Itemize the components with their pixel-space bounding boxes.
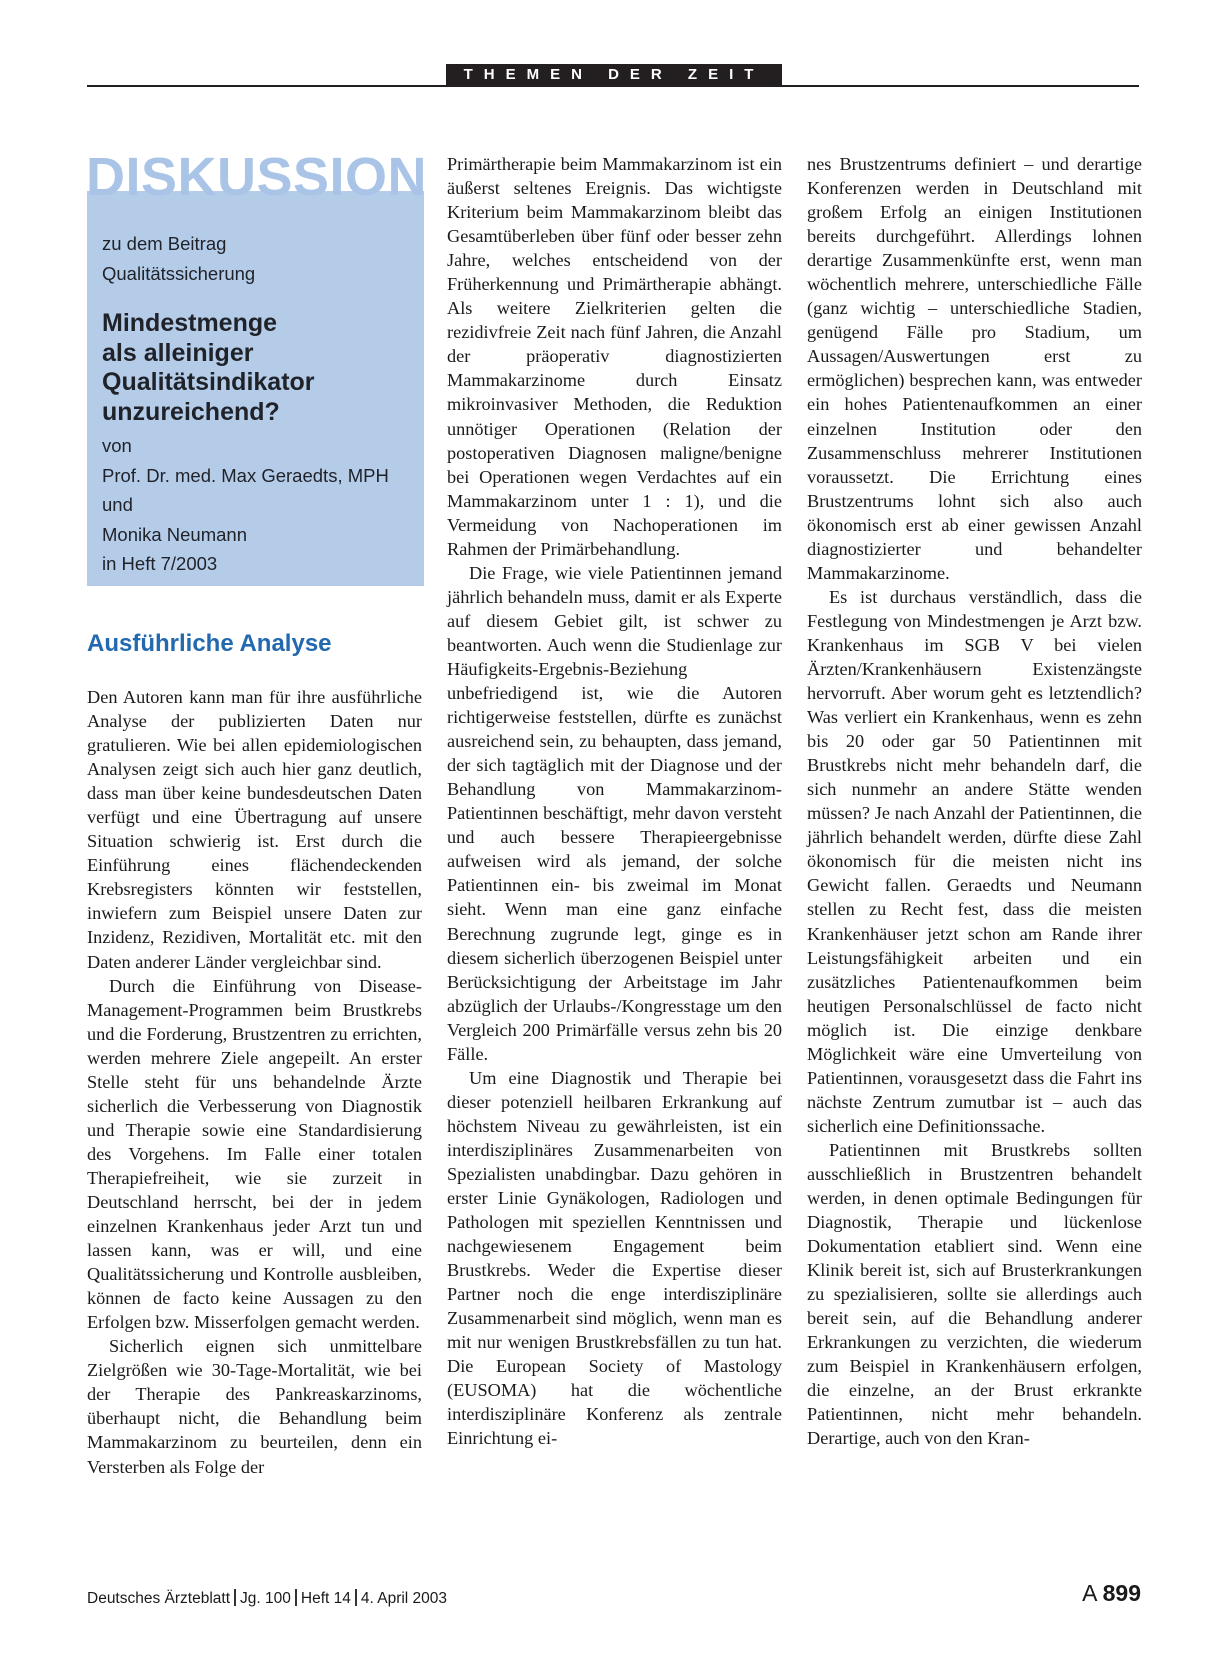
section-heading: Ausführliche Analyse: [87, 630, 332, 657]
author-2: Monika Neumann: [102, 523, 247, 545]
paragraph: Um eine Diagnostik und Therapie bei dieser potenziell heilbaren Erkrankung auf höchstem Niveau zu gewährleisten, ist ein interdisziplinäres Zusammenarbeiten von Spezialisten unabdingbar. Dazu gehören in erster Linie Gynäkologen, Radiologen und Pathologen mit speziellen Kenntnissen und nachgewiesenem Engagement beim Brustkrebs. Weder die Expertise dieser Partner noch die enge interdisziplinäre Zusammenarbeit sind möglich, wenn man es mit nur wenigen Brustkrebsfällen zu tun hat. Die European Society of Mastology (EUSOMA) hat die wöchentliche interdisziplinäre Konferenz als zentrale Einrichtung ei-: [447, 1067, 782, 1449]
page-title: DISKUSSION: [86, 147, 428, 207]
paragraph: Es ist durchaus verständlich, dass die Festlegung von Mindestmengen je Arzt bzw. Krankenhaus im SGB V bei vielen Ärzten/Krankenhäusern Existenzängste hervorruft. Aber worum geht es letztendlich? Was verliert ein Krankenhaus, wenn es zehn bis 20 oder gar 50 Patientinnen mit Brustkrebs nicht mehr behandeln darf, die sich nunmehr an andere Stätte wenden müssen? Je nach Anzahl der Patientinnen, die jährlich behandelt werden, dürfte diese Zahl ökonomisch für die meisten nicht ins Gewicht fallen. Geraedts und Neumann stellen zu Recht fest, dass die meisten Krankenhäuser jetzt schon am Rande ihrer Leistungsfähigkeit arbeiten und ein zusätzliches Patientenaufkommen beim heutigen Personalschlüssel de facto nicht möglich ist. Die einzige denkbare Möglichkeit wäre eine Umverteilung von Patientinnen, vorausgesetzt dass die Fahrt ins nächste Zentrum zumutbar ist – auch das sicherlich eine Definitionssache.: [807, 586, 1142, 1136]
discussion-box: [87, 191, 424, 586]
intro-line: zu dem Beitrag: [102, 233, 227, 254]
paragraph: Durch die Einführung von Disease-Management-Programmen beim Brustkrebs und die Forderung, Brustzentren zu errichten, werden mehrere Ziele angepeilt. An erster Stelle steht für uns behandelnde Ärzte sicherlich die Verbesserung von Diagnostik und Therapie sowie eine Standardisierung des Vorgehens. Im Falle einer totalen Therapiefreiheit, wie sie zurzeit in Deutschland herrscht, bei der in jedem einzelnen Krankenhaus jeder Arzt tun und lassen kann, was er will, und eine Qualitätssicherung und Kontrolle ausbleiben, können de facto keine Aussagen zu den Erfolgen bzw. Misserfolgen gemacht werden.: [87, 975, 422, 1333]
section-label: THEMEN DER ZEIT: [446, 64, 782, 86]
footer-separator: [234, 1589, 236, 1606]
journal-volume: Jg. 100: [240, 1590, 291, 1607]
paragraph: Den Autoren kann man für ihre ausführliche Analyse der publizierten Daten nur gratulieren. Wie bei allen epidemiologischen Analysen zeigt sich auch hier ganz deutlich, dass man über keine bundesdeutschen Daten verfügt und eine Übertragung auf unsere Situation schwierig ist. Erst durch die Einführung eines flächendeckenden Krebsregisters könnten wir feststellen, inwiefern zum Beispiel unsere Daten zur Inzidenz, Rezidiven, Mortalität etc. mit den Daten anderer Länder vergleichbar sind.: [87, 687, 422, 972]
paragraph: Sicherlich eignen sich unmittelbare Zielgrößen wie 30-Tage-Mortalität, wie bei der Therapie des Pankreaskarzinoms, überhaupt nicht, die Behandlung beim Mammakarzinom zu beurteilen, denn ein Versterben als Folge der: [87, 1336, 422, 1477]
issue-reference: in Heft 7/2003: [102, 553, 218, 574]
journal-name: Deutsches Ärzteblatt: [87, 1590, 231, 1607]
byline-und: und: [102, 494, 133, 515]
referenced-topic: Qualitätssicherung: [102, 262, 256, 284]
text-column-3: [807, 152, 1142, 1451]
journal-issue: Heft 14: [300, 1590, 351, 1607]
paragraph: nes Brustzentrums definiert – und derartige Konferenzen werden in Deutschland mit großem Erfolg an einigen Institutionen bereits durchgeführt. Allerdings lohnen derartige Zusammenkünfte erst, wenn man wöchentlich mehrere, unterschiedliche Fälle (ganz wichtig – unterschiedliche Stadien, genügend Fälle pro Stadium, um Aussagen/Auswertungen erst zu ermöglichen) besprechen kann, was entweder ein hohes Patientenaufkommen an einer einzelnen Institution oder den Zusammenschluss mehrerer Institutionen voraussetzt. Die Errichtung eines Brustzentrums lohnt sich also auch ökonomisch erst ab einer gewissen Anzahl diagnostizierter und behandelter Mammakarzinome.: [807, 154, 1142, 583]
paragraph: Die Frage, wie viele Patientinnen jemand jährlich behandeln muss, damit er als Experte auf diesem Gebiet gilt, ist schwer zu beantworten. Auch wenn die Studienlage zur Häufigkeits-Ergebnis-Beziehung unbefriedigend ist, wie die Autoren richtigerweise feststellen, dürfte es zunächst ausreichend sein, zu behaupten, dass jemand, der sich tagtäglich mit der Diagnose und der Behandlung von Mammakarzinom-Patientinnen beschäftigt, mehr davon versteht und auch bessere Therapieergebnisse aufweisen wird als jemand, der solche Patientinnen ein- bis zweimal im Monat sieht. Wenn man eine ganz einfache Berechnung zugrunde legt, ginge es in diesem sicherlich überzogenen Beispiel unter Berücksichtigung der Arbeitstage im Jahr abzüglich der Urlaubs-/Kongresstage um den Vergleich 200 Primärfälle versus zehn bis 20 Fälle.: [447, 562, 782, 1064]
footer-separator: [295, 1589, 297, 1606]
footer-separator: [355, 1589, 357, 1606]
page-number-value: 899: [1102, 1580, 1141, 1606]
paragraph: Patientinnen mit Brustkrebs sollten ausschließlich in Brustzentren behandelt werden, in denen optimale Bedingungen für Diagnostik, Therapie und lückenlose Dokumentation etabliert sind. Wenn eine Klinik bereit ist, sich auf Brusterkrankungen zu spezialisieren, sollte sie allerdings auch bereit sein, auf die Behandlung anderer Erkrankungen zu verzichten, die wiederum zum Beispiel in Krankenhäusern erfolgen, die einzelne, an der Brust erkrankte Patientinnen, nicht mehr behandeln. Derartige, auch von den Kran-: [807, 1139, 1142, 1449]
text-column-2: [447, 152, 782, 1451]
text-column-1: [87, 685, 422, 1479]
publication-date: 4. April 2003: [360, 1590, 448, 1607]
paragraph: Primärtherapie beim Mammakarzinom ist ein äußerst seltenes Ereignis. Das wichtigste Kriterium beim Mammakarzinom bleibt das Gesamtüberleben über fünf oder besser zehn Jahre, welches entscheidend von der Früherkennung und Primärtherapie abhängt. Als weitere Zielkriterien gelten die rezidivfreie Zeit nach fünf Jahren, die Anzahl der präoperativ diagnostizierten Mammakarzinome durch Einsatz mikroinvasiver Methoden, die Reduktion unnötiger Operationen (Relation der postoperativen Diagnosen maligne/benigne bei Operationen wegen Verdachtes auf ein Mammakarzinom unter 1 : 1), und die Vermeidung von Nachoperationen im Rahmen der Primärbehandlung.: [447, 154, 782, 559]
referenced-article-title: Mindestmenge als alleiniger Qualitätsindikator unzureichend?: [102, 309, 315, 426]
byline-von: von: [102, 435, 132, 456]
page-number: [1082, 1580, 1141, 1607]
author-1: Prof. Dr. med. Max Geraedts, MPH: [102, 464, 389, 486]
footer-citation: [87, 1589, 447, 1608]
page-prefix: A: [1082, 1580, 1097, 1606]
